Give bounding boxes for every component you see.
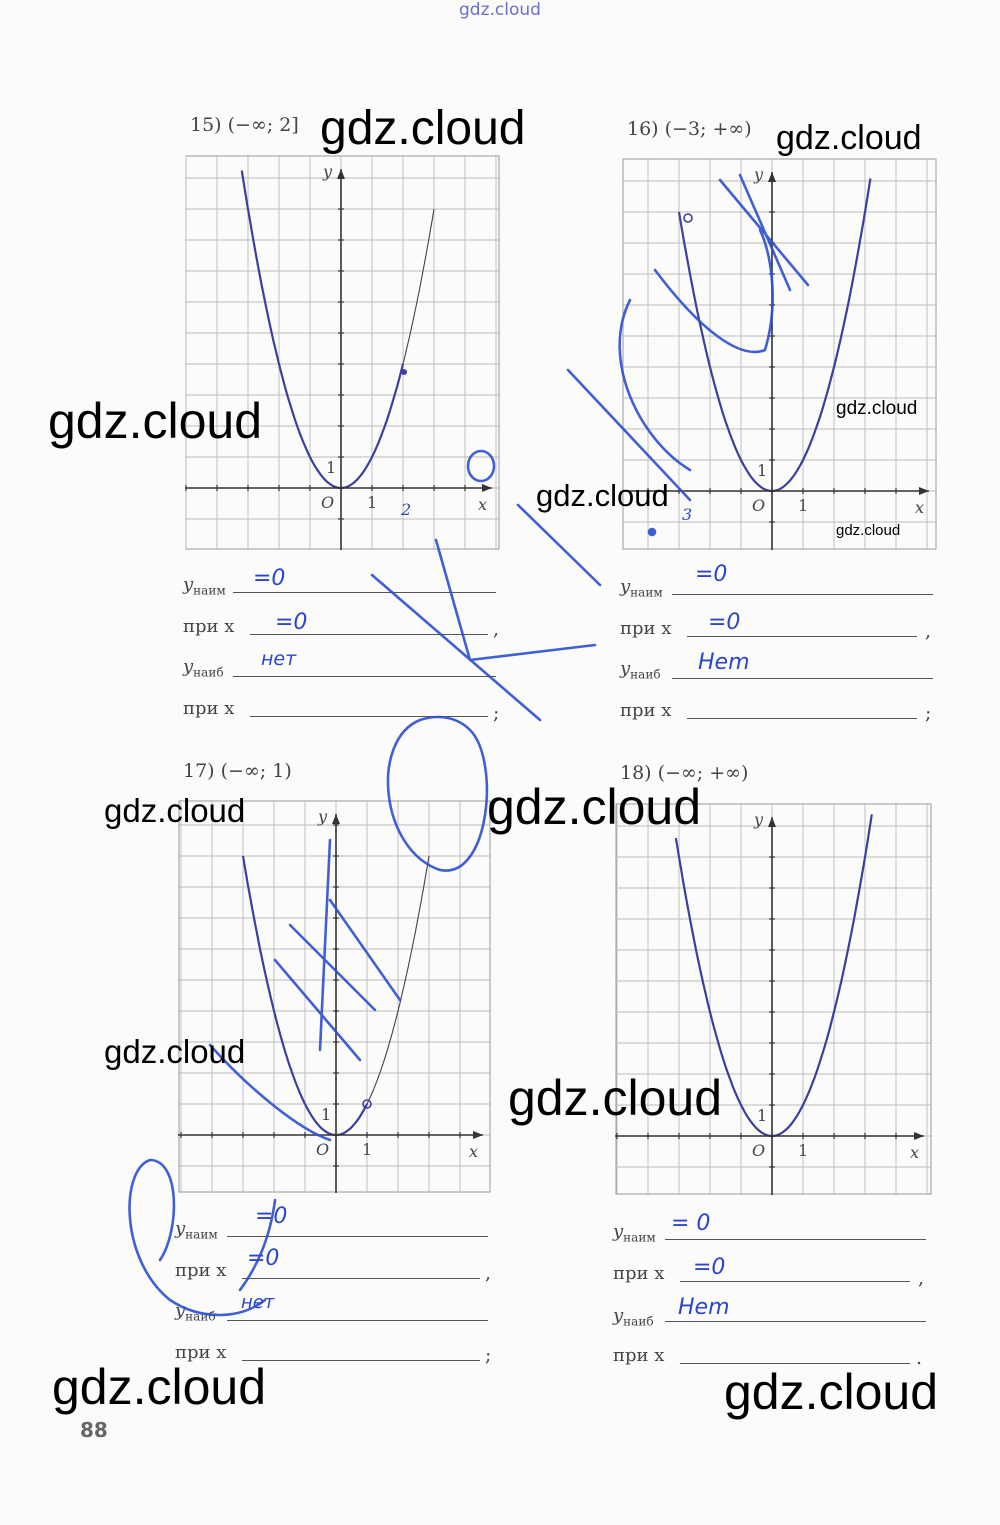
ymax-value-16: Hem bbox=[698, 650, 750, 675]
x1-value-15: =0 bbox=[275, 610, 308, 635]
x1-value-17: =0 bbox=[247, 1246, 280, 1271]
x2-end-16: ; bbox=[925, 702, 932, 724]
ymax-value-15: нет bbox=[261, 648, 297, 670]
y-axis-label: y bbox=[754, 165, 764, 184]
ymax-value-17: нет bbox=[241, 1292, 275, 1313]
ymax-value-18: Hem bbox=[678, 1295, 730, 1320]
watermark: gdz.cloud bbox=[508, 1070, 723, 1126]
x1-label-18: при x bbox=[613, 1263, 665, 1284]
ymax-label-15: $y_{наиб}$ bbox=[183, 656, 224, 680]
x1-end-18: , bbox=[918, 1267, 925, 1289]
x1-value-18: =0 bbox=[693, 1255, 726, 1280]
x1-label-16: при x bbox=[620, 618, 672, 639]
watermark: gdz.cloud bbox=[104, 792, 246, 829]
watermark: gdz.cloud bbox=[487, 779, 702, 835]
y-axis-label: y bbox=[754, 810, 764, 829]
watermark: gdz.cloud bbox=[836, 522, 901, 539]
y-one-label: 1 bbox=[321, 1105, 332, 1124]
ymax-label-17: $y_{наиб}$ bbox=[175, 1300, 216, 1324]
x2-end-15: ; bbox=[493, 702, 500, 724]
handwritten-tick-15: 2 bbox=[401, 500, 412, 519]
watermark: gdz.cloud bbox=[52, 1359, 267, 1415]
origin-label: O bbox=[752, 1141, 766, 1160]
task-17-title: 17) (−∞; 1) bbox=[183, 760, 292, 782]
watermark: gdz.cloud bbox=[48, 393, 263, 449]
task-15-title: 15) (−∞; 2] bbox=[190, 114, 299, 136]
x1-value-16: =0 bbox=[708, 610, 741, 635]
x-one-label: 1 bbox=[367, 493, 378, 512]
origin-label: O bbox=[752, 496, 766, 515]
x-one-label: 1 bbox=[798, 1141, 809, 1160]
x-axis-label: x bbox=[910, 1143, 920, 1162]
x2-label-16: при x bbox=[620, 700, 672, 721]
x2-label-17: при x bbox=[175, 1342, 227, 1363]
y-axis-label: y bbox=[318, 807, 328, 826]
top-watermark: gdz.cloud bbox=[459, 0, 541, 20]
watermark: gdz.cloud bbox=[320, 102, 526, 155]
ymin-label-17: $y_{наим}$ bbox=[175, 1218, 218, 1242]
watermark: gdz.cloud bbox=[776, 119, 922, 157]
origin-label: O bbox=[321, 493, 335, 512]
y-one-label: 1 bbox=[757, 461, 768, 480]
ymin-label-15: $y_{наим}$ bbox=[183, 574, 226, 598]
ymin-value-18: = 0 bbox=[671, 1211, 711, 1236]
page-number: 88 bbox=[80, 1418, 108, 1442]
y-one-label: 1 bbox=[757, 1106, 768, 1125]
watermark: gdz.cloud bbox=[724, 1364, 939, 1420]
x2-end-17: ; bbox=[485, 1344, 492, 1366]
x-axis-label: x bbox=[915, 498, 925, 517]
handwritten-tick-16: 3 bbox=[682, 505, 693, 524]
x-one-label: 1 bbox=[362, 1140, 373, 1159]
ymax-label-16: $y_{наиб}$ bbox=[620, 658, 661, 682]
y-one-label: 1 bbox=[326, 458, 337, 477]
ymin-value-17: =0 bbox=[255, 1204, 288, 1229]
x1-end-17: , bbox=[485, 1262, 492, 1284]
watermark: gdz.cloud bbox=[836, 398, 918, 419]
x1-end-16: , bbox=[925, 620, 932, 642]
x1-label-15: при x bbox=[183, 616, 235, 637]
task-18-title: 18) (−∞; +∞) bbox=[620, 762, 749, 784]
x2-label-18: при x bbox=[613, 1345, 665, 1366]
x1-end-15: , bbox=[493, 618, 500, 640]
ymin-label-16: $y_{наим}$ bbox=[620, 576, 663, 600]
x-axis-label: x bbox=[469, 1142, 479, 1161]
x1-label-17: при x bbox=[175, 1260, 227, 1281]
task-16-title: 16) (−3; +∞) bbox=[627, 118, 752, 140]
ymin-value-15: =0 bbox=[253, 566, 286, 591]
watermark: gdz.cloud bbox=[104, 1033, 246, 1070]
ymin-label-18: $y_{наим}$ bbox=[613, 1221, 656, 1245]
y-axis-label: y bbox=[323, 162, 333, 181]
x2-end-18: . bbox=[916, 1347, 923, 1369]
ymax-label-18: $y_{наиб}$ bbox=[613, 1305, 654, 1329]
x-axis-label: x bbox=[478, 495, 488, 514]
x2-label-15: при x bbox=[183, 698, 235, 719]
origin-label: O bbox=[316, 1140, 330, 1159]
watermark: gdz.cloud bbox=[536, 478, 669, 513]
x-one-label: 1 bbox=[798, 496, 809, 515]
ymin-value-16: =0 bbox=[695, 562, 728, 587]
